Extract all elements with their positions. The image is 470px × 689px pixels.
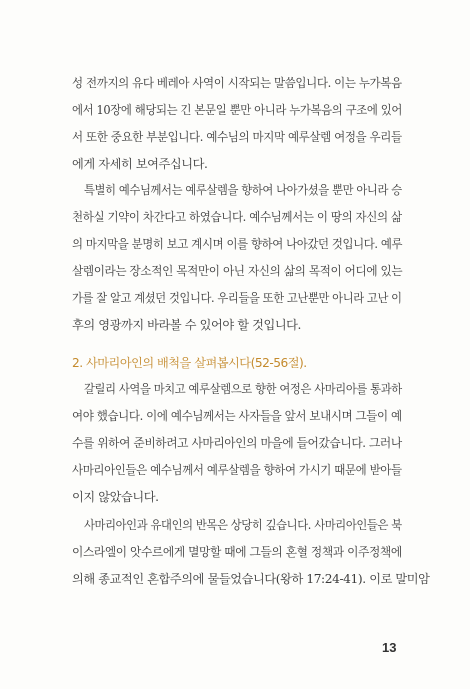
page-number: 13 xyxy=(382,640,397,655)
paragraph-line: 살렘이라는 장소적인 목적만이 아닌 자신의 삶의 목적이 어디에 있는 xyxy=(72,264,403,278)
paragraph-line: 수를 위하여 준비하려고 사마리아인의 마을에 들어갔습니다. 그러나 xyxy=(72,436,402,450)
paragraph-line: 후의 영광까지 바라볼 수 있어야 할 것입니다. xyxy=(72,318,302,332)
paragraph-line: 사마리아인과 유대인의 반목은 상당히 깊습니다. 사마리아인들은 북 xyxy=(84,518,402,532)
paragraph-line: 이지 않았습니다. xyxy=(72,490,159,504)
paragraph-line: 갈릴리 사역을 마치고 예루살렘으로 향한 여정은 사마리아를 통과하 xyxy=(84,382,402,396)
paragraph-line: 사마리아인들은 예수님께서 예루살렘을 향하여 가시기 때문에 받아들 xyxy=(72,463,402,477)
paragraph-line: 이스라엘이 앗수르에게 멸망할 때에 그들의 혼혈 정책과 이주정책에 xyxy=(72,545,402,559)
paragraph-line: 특별히 예수님께서는 예루살렘을 향하여 나아가셨을 뿐만 아니라 승 xyxy=(84,183,402,197)
section-heading: 2. 사마리아인의 배척을 살펴봅시다(52-56절). xyxy=(72,356,307,370)
paragraph-line: 에서 10장에 해당되는 긴 본문일 뿐만 아니라 누가복음의 구조에 있어 xyxy=(72,103,403,117)
paragraph-line: 가를 잘 알고 계셨던 것입니다. 우리들을 또한 고난뿐만 아니라 고난 이 xyxy=(72,291,402,305)
paragraph-line: 의해 종교적인 혼합주의에 물들었습니다(왕하 17:24-41). 이로 말미암 xyxy=(72,572,430,586)
paragraph-line: 여야 했습니다. 이에 예수님께서는 사자들을 앞서 보내시며 그들이 예 xyxy=(72,409,402,423)
paragraph-line: 성 전까지의 유다 베레아 사역이 시작되는 말씀입니다. 이는 누가복음 xyxy=(72,76,402,90)
paragraph-line: 의 마지막을 분명히 보고 계시며 이를 향하여 나아갔던 것입니다. 예루 xyxy=(72,237,403,251)
paragraph-line: 서 또한 중요한 부분입니다. 예수님의 마지막 예루살렘 여정을 우리들 xyxy=(72,130,402,144)
paragraph-line: 에게 자세히 보여주십니다. xyxy=(72,157,208,171)
paragraph-line: 천하실 기약이 차간다고 하였습니다. 예수님께서는 이 땅의 자신의 삶 xyxy=(72,210,402,224)
